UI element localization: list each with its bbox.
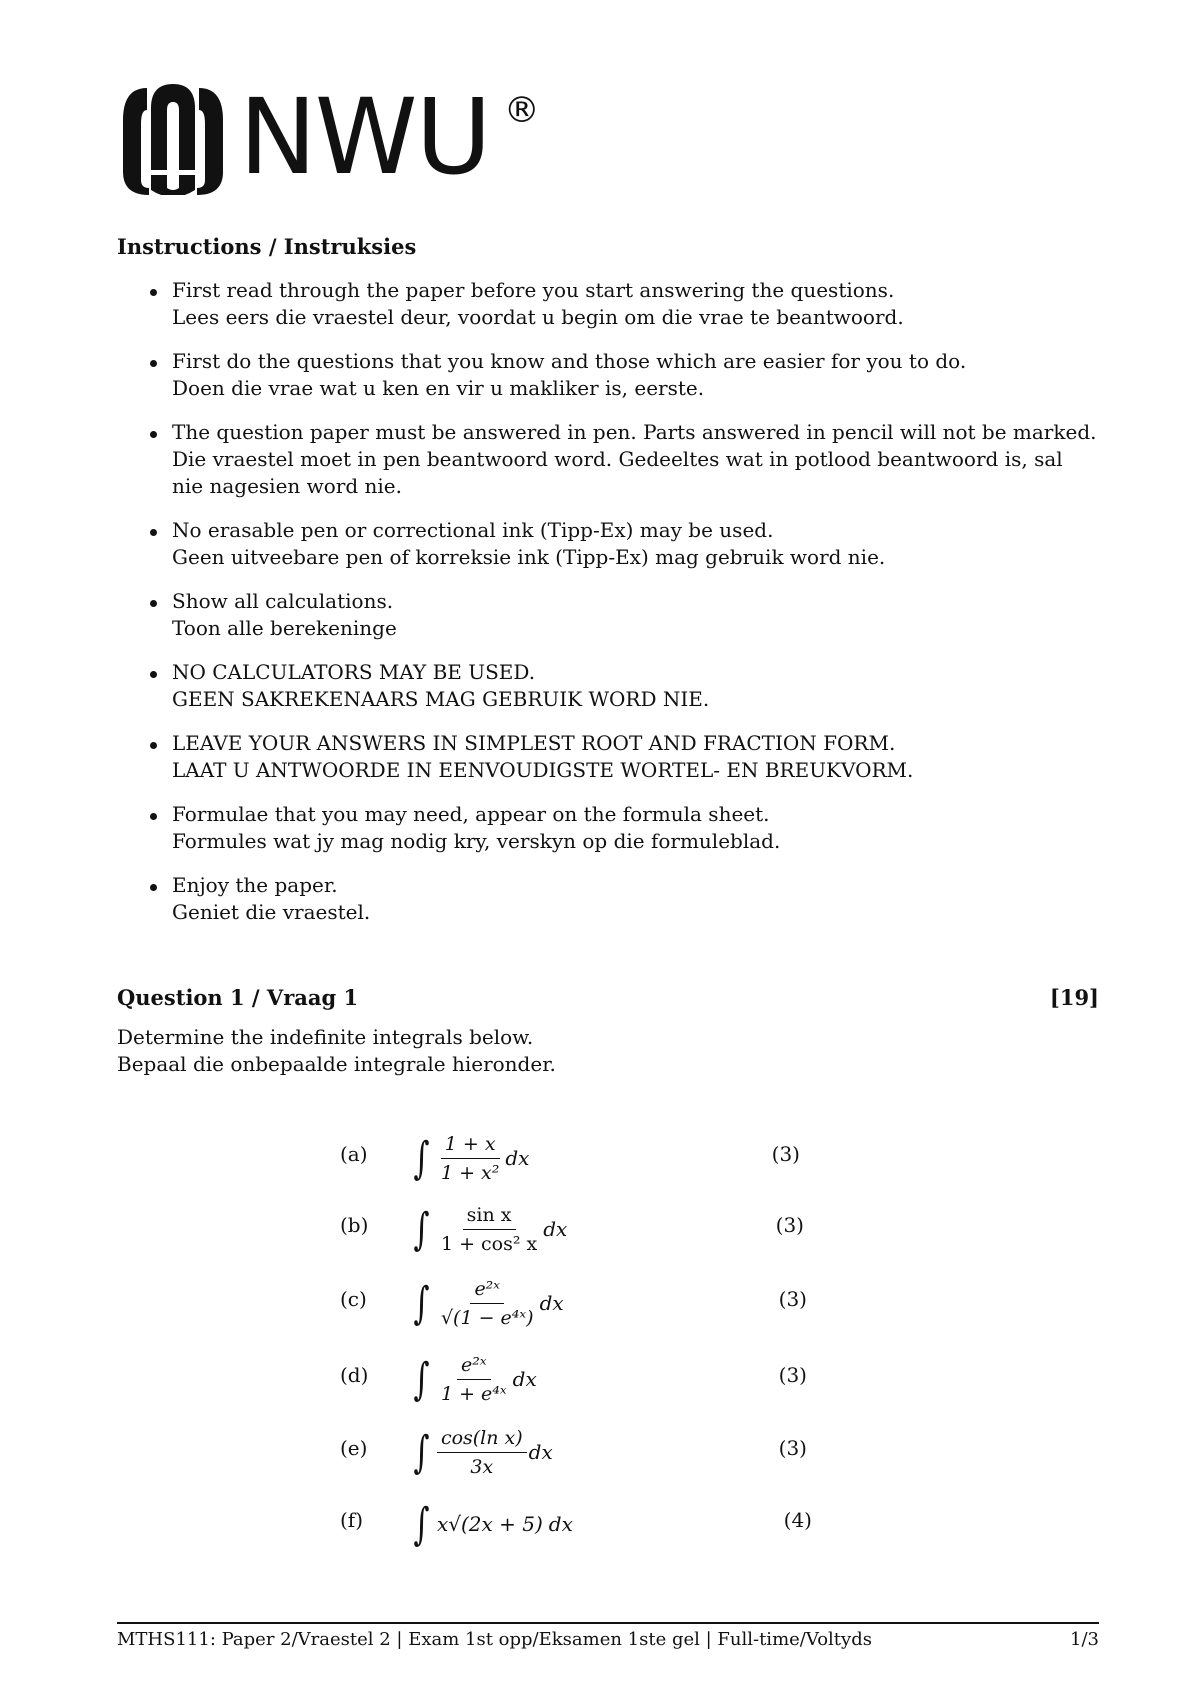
question-part-f xyxy=(340,1494,880,1554)
instruction-en: First read through the paper before you start answering the questions. xyxy=(172,278,895,302)
bullet-icon xyxy=(150,600,157,607)
list-item xyxy=(117,419,1099,500)
integral-sign-icon: ∫ xyxy=(413,1426,430,1478)
question-desc-en: Determine the indefinite integrals below. xyxy=(117,1025,534,1049)
integral-expression xyxy=(410,1422,553,1482)
denominator: 3x xyxy=(470,1455,494,1478)
instruction-af: Doen die vrae wat u ken en vir u makliker is, eerste. xyxy=(172,376,705,400)
fraction xyxy=(437,1277,538,1330)
integral-sign-icon: ∫ xyxy=(413,1498,430,1550)
part-marks: (3) xyxy=(771,1142,800,1166)
part-label: (c) xyxy=(340,1287,367,1311)
question-desc-af: Bepaal die onbepaalde integrale hieronder. xyxy=(117,1052,556,1076)
list-item xyxy=(117,801,1099,855)
question-description xyxy=(117,1024,556,1078)
instructions-title: Instructions / Instruksies xyxy=(117,234,417,259)
numerator: e²ˣ xyxy=(470,1277,504,1304)
part-marks: (3) xyxy=(775,1213,804,1237)
differential: dx xyxy=(543,1217,568,1241)
bullet-icon xyxy=(150,884,157,891)
instruction-en: No erasable pen or correctional ink (Tipp-Ex) may be used. xyxy=(172,518,774,542)
integral-sign-icon: ∫ xyxy=(413,1353,430,1405)
instruction-af: LAAT U ANTWOORDE IN EENVOUDIGSTE WORTEL- EN BREUKVORM. xyxy=(172,758,914,782)
integral-expression xyxy=(410,1349,537,1409)
instruction-en: Formulae that you may need, appear on the formula sheet. xyxy=(172,802,770,826)
question-part-c xyxy=(340,1273,880,1333)
nwu-logo xyxy=(117,76,540,198)
list-item xyxy=(117,517,1099,571)
denominator: 1 + cos² x xyxy=(440,1232,538,1255)
integral-expression xyxy=(410,1199,567,1259)
fraction xyxy=(437,1353,511,1406)
instruction-en: First do the questions that you know and those which are easier for you to do. xyxy=(172,349,967,373)
instruction-af: Toon alle berekeninge xyxy=(172,616,397,640)
part-label: (d) xyxy=(340,1363,369,1387)
page-footer xyxy=(117,1629,1099,1650)
instruction-af: Die vraestel moet in pen beantwoord word. Gedeeltes wat in potlood beantwoord is, sal nie nagesien word nie. xyxy=(172,447,1063,498)
numerator: sin x xyxy=(463,1203,516,1230)
registered-mark: ® xyxy=(503,90,540,131)
footer-divider xyxy=(117,1622,1099,1624)
list-item xyxy=(117,277,1099,331)
list-item xyxy=(117,588,1099,642)
integral-expression xyxy=(410,1494,573,1554)
question-title: Question 1 / Vraag 1 xyxy=(117,985,359,1010)
question-header xyxy=(117,985,1099,1010)
instruction-af: Lees eers die vraestel deur, voordat u begin om die vrae te beantwoord. xyxy=(172,305,904,329)
question-total-marks: [19] xyxy=(1049,985,1099,1010)
bullet-icon xyxy=(150,671,157,678)
logo-wordmark: NWU xyxy=(239,76,490,198)
denominator: √(1 − e⁴ˣ) xyxy=(440,1306,534,1329)
instruction-af: GEEN SAKREKENAARS MAG GEBRUIK WORD NIE. xyxy=(172,687,710,711)
integral-sign-icon: ∫ xyxy=(413,1132,430,1184)
differential: dx xyxy=(539,1291,564,1315)
part-label: (a) xyxy=(340,1142,368,1166)
list-item xyxy=(117,872,1099,926)
instruction-en: Enjoy the paper. xyxy=(172,873,338,897)
fraction xyxy=(437,1203,541,1256)
integral-expression xyxy=(410,1128,529,1188)
question-part-a xyxy=(340,1128,880,1188)
page-number: 1/3 xyxy=(1070,1629,1099,1650)
instruction-en: LEAVE YOUR ANSWERS IN SIMPLEST ROOT AND FRACTION FORM. xyxy=(172,731,896,755)
footer-course-info: MTHS111: Paper 2/Vraestel 2 | Exam 1st opp/Eksamen 1ste gel | Full-time/Voltyds xyxy=(117,1629,872,1650)
denominator: 1 + x² xyxy=(440,1161,500,1184)
fraction xyxy=(437,1132,503,1185)
part-marks: (4) xyxy=(783,1508,812,1532)
numerator: cos(ln x) xyxy=(437,1426,527,1453)
integrand: x√(2x + 5) xyxy=(436,1512,543,1536)
part-label: (b) xyxy=(340,1213,369,1237)
nwu-emblem-icon xyxy=(117,80,229,195)
fraction xyxy=(437,1426,527,1479)
part-marks: (3) xyxy=(778,1287,807,1311)
bullet-icon xyxy=(150,360,157,367)
list-item xyxy=(117,730,1099,784)
bullet-icon xyxy=(150,742,157,749)
instruction-en: Show all calculations. xyxy=(172,589,394,613)
part-marks: (3) xyxy=(778,1436,807,1460)
instruction-en: NO CALCULATORS MAY BE USED. xyxy=(172,660,536,684)
question-part-d xyxy=(340,1349,880,1409)
instruction-en: The question paper must be answered in pen. Parts answered in pencil will not be marked. xyxy=(172,420,1097,444)
integral-expression xyxy=(410,1273,564,1333)
part-label: (e) xyxy=(340,1436,368,1460)
question-part-e xyxy=(340,1422,880,1482)
differential: dx xyxy=(512,1367,537,1391)
instruction-af: Geen uitveebare pen of korreksie ink (Tipp-Ex) mag gebruik word nie. xyxy=(172,545,886,569)
bullet-icon xyxy=(150,529,157,536)
question-part-b xyxy=(340,1199,880,1259)
bullet-icon xyxy=(150,431,157,438)
instruction-af: Geniet die vraestel. xyxy=(172,900,371,924)
bullet-icon xyxy=(150,813,157,820)
bullet-icon xyxy=(150,289,157,296)
numerator: 1 + x xyxy=(441,1132,500,1159)
differential: dx xyxy=(548,1512,573,1536)
differential: dx xyxy=(528,1440,553,1464)
integral-sign-icon: ∫ xyxy=(413,1277,430,1329)
integral-sign-icon: ∫ xyxy=(413,1203,430,1255)
part-label: (f) xyxy=(340,1508,364,1532)
part-marks: (3) xyxy=(778,1363,807,1387)
differential: dx xyxy=(505,1146,530,1170)
instructions-section xyxy=(117,234,1099,943)
list-item xyxy=(117,659,1099,713)
instruction-af: Formules wat jy mag nodig kry, verskyn op die formuleblad. xyxy=(172,829,781,853)
instructions-list xyxy=(117,277,1099,926)
numerator: e²ˣ xyxy=(457,1353,491,1380)
list-item xyxy=(117,348,1099,402)
denominator: 1 + e⁴ˣ xyxy=(440,1382,507,1405)
